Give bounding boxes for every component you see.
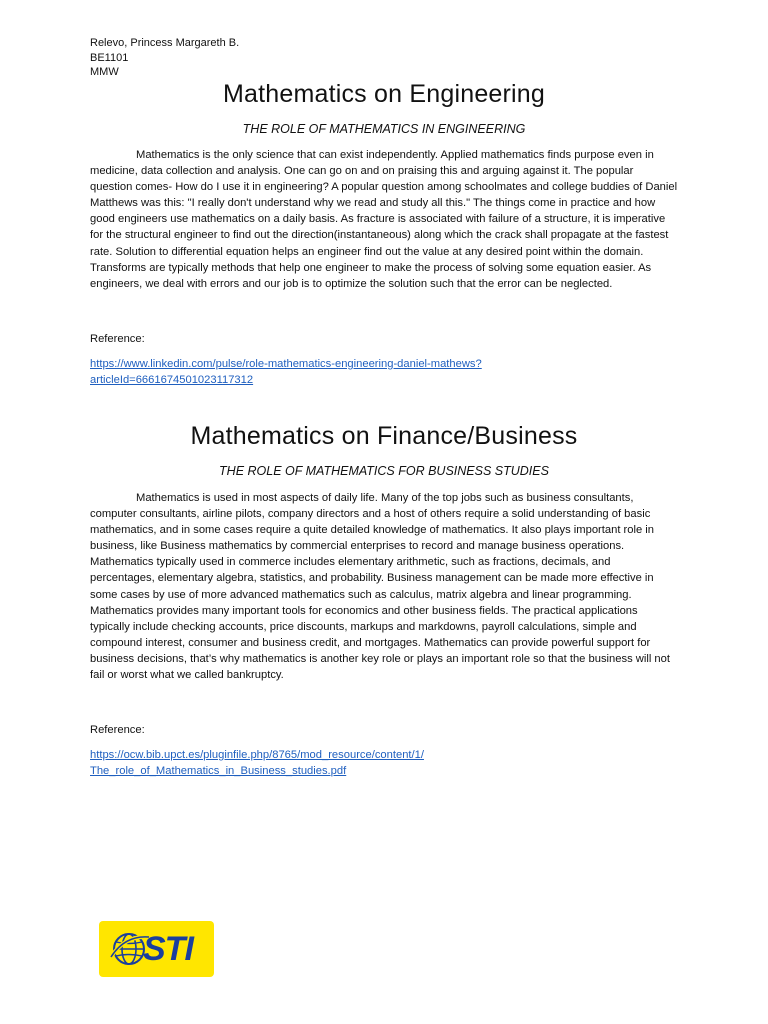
business-reference-url-line2[interactable]: The_role_of_Mathematics_in_Business_studies.pdf: [90, 765, 347, 777]
engineering-reference-url-line2[interactable]: articleId=6661674501023117312: [90, 374, 254, 386]
engineering-subtitle: THE ROLE OF MATHEMATICS IN ENGINEERING: [242, 122, 526, 136]
author-course: MMW: [90, 66, 119, 78]
business-reference-link[interactable]: [90, 747, 690, 779]
business-reference-url-line1[interactable]: https://ocw.bib.upct.es/pluginfile.php/8765/mod_resource/content/1/: [90, 749, 424, 761]
engineering-reference-url-line1[interactable]: https://www.linkedin.com/pulse/role-mathematics-engineering-daniel-mathews?: [90, 358, 482, 370]
business-reference-label: Reference:: [90, 724, 145, 736]
business-body: Mathematics is used in most aspects of daily life. Many of the top jobs such as business consultants, computer consultants, airline pilots, company directors and a host of others require a solid understanding of basic mathematics, and in some cases require a quite detailed knowledge of mathematics. It also plays important role in business, like Business mathematics by commercial enterprises to record and manage business operations. Mathematics typically used in commerce includes elementary arithmetic, such as fractions, decimals, and percentages, elementary algebra, statistics, and probability. Business management can be made more effective in some cases by use of more advanced mathematics such as calculus, matrix algebra and linear programming. Mathematics provides many important tools for economics and other business fields. The practical applications typically include checking accounts, price discounts, markups and markdowns, payroll calculations, simple and compound interest, consumer and business credit, and mortgages. Mathematics can provide powerful support for business decisions, that’s why mathematics is another key role or plays an important role so that the business will not fail or worst what we called bankruptcy.: [90, 492, 670, 682]
logo-text: STI: [143, 930, 193, 968]
engineering-reference-label: Reference:: [90, 333, 145, 345]
business-subtitle: THE ROLE OF MATHEMATICS FOR BUSINESS STUDIES: [219, 464, 549, 478]
author-section: BE1101: [90, 51, 129, 64]
engineering-title: Mathematics on Engineering: [222, 80, 546, 108]
author-info: [90, 36, 239, 80]
author-name: Relevo, Princess Margareth B.: [90, 37, 240, 49]
engineering-body: Mathematics is the only science that can exist independently. Applied mathematics finds purpose even in medicine, data collection and analysis. One can go on and on praising this and arguing against it. The popular question comes- How do I use it in engineering? A popular question among schoolmates and college buddies of Daniel Matthews was this: "I really don't understand why we read and study all this." The things come in practice and how good engineers use mathematics on a daily basis. As fracture is associated with failure of a structure, it is imperative for the structural engineer to find out the direction(instantaneous) along which the crack shall propagate at the fastest rate. Solution to differential equation helps an engineer find out the value at any desired point within the domain. Transforms are typically methods that help one engineer to make the process of solving some equation easier. As engineers, we deal with errors and our job is to optimize the solution such that the error can be neglected.: [90, 149, 678, 290]
engineering-reference-link[interactable]: [90, 356, 690, 388]
sti-logo: [99, 921, 214, 977]
business-title: Mathematics on Finance/Business: [190, 422, 578, 450]
